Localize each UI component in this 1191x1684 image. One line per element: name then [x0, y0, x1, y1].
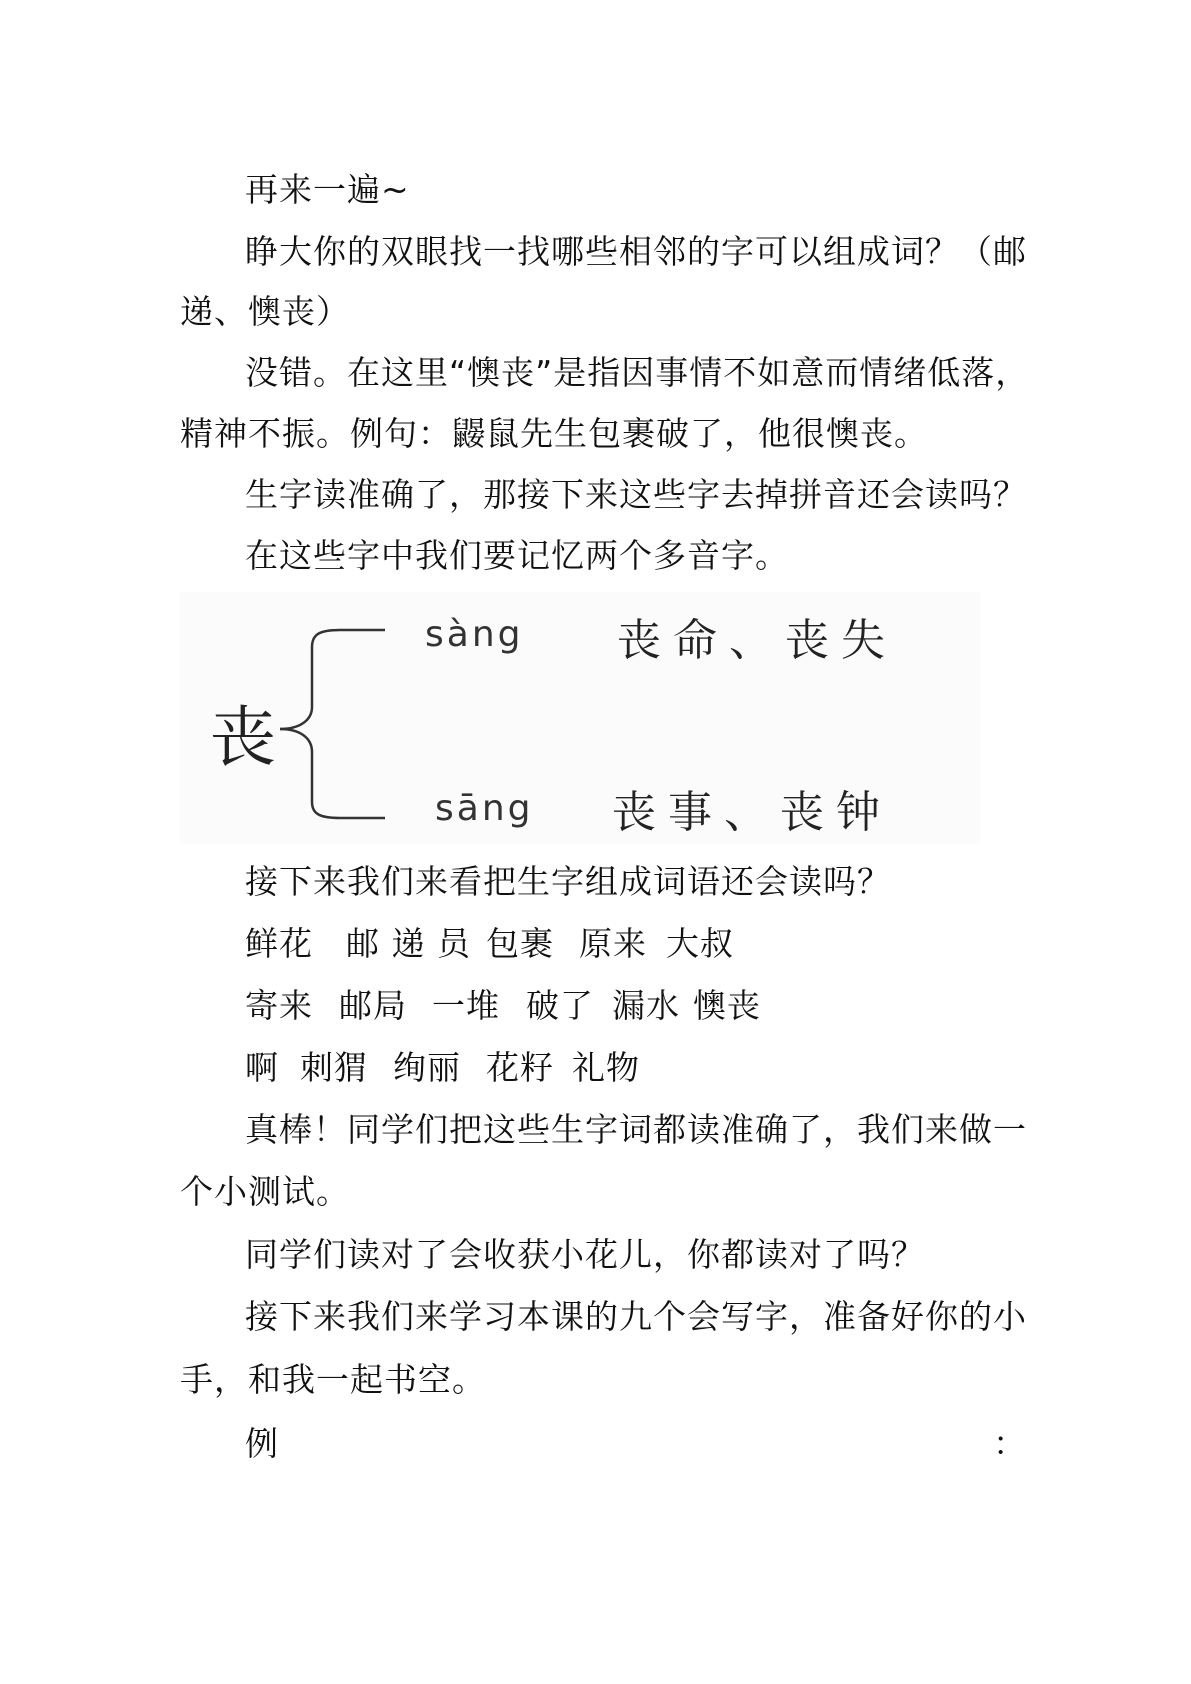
word: 啊: [245, 1048, 279, 1087]
paragraph-5: 在这些字中我们要记忆两个多音字。: [245, 536, 789, 575]
paragraph-7-cont: 个小测试。: [180, 1172, 350, 1211]
paragraph-10: 例: [245, 1424, 279, 1463]
word: 邮局: [339, 986, 407, 1025]
paragraph-9-cont: 手，和我一起书空。: [180, 1360, 486, 1399]
paragraph-2-cont: 递、懊丧）: [180, 292, 350, 331]
word: 鲜花: [245, 924, 313, 963]
polyphone-char: 丧: [210, 699, 276, 776]
word: 邮 递 员: [346, 924, 471, 963]
word: 包裹: [486, 924, 554, 963]
word: 大叔: [666, 924, 734, 963]
paragraph-3: 没错。在这里“懊丧”是指因事情不如意而情绪低落，: [245, 353, 1030, 392]
paragraph-2: 睁大你的双眼找一找哪些相邻的字可以组成词？（邮: [245, 232, 1027, 271]
word: 刺猬: [300, 1048, 368, 1087]
polyphone-diagram: [180, 592, 980, 844]
paragraph-4: 生字读准确了，那接下来这些字去掉拼音还会读吗？: [245, 475, 1027, 514]
paragraph-6: 接下来我们来看把生字组成词语还会读吗？: [245, 862, 891, 901]
word: 绚丽: [393, 1048, 461, 1087]
word: 一堆: [432, 986, 500, 1025]
reading-1-pinyin: sàng: [425, 614, 524, 655]
reading-2-words: 丧事、丧钟: [612, 787, 892, 838]
word: 懊丧: [693, 986, 761, 1025]
paragraph-8: 同学们读对了会收获小花儿，你都读对了吗？: [245, 1235, 925, 1274]
reading-2-pinyin: sāng: [435, 788, 534, 829]
paragraph-9: 接下来我们来学习本课的九个会写字，准备好你的小: [245, 1297, 1027, 1336]
paragraph-3-cont: 精神不振。例句：鼹鼠先生包裹破了，他很懊丧。: [180, 414, 928, 453]
word: 漏水: [612, 986, 680, 1025]
trailing-colon: ：: [993, 1424, 1026, 1463]
paragraph-1: 再来一遍~: [245, 170, 410, 209]
word: 原来: [579, 924, 647, 963]
paragraph-7: 真棒！同学们把这些生字词都读准确了，我们来做一: [245, 1110, 1027, 1149]
word: 破了: [526, 986, 594, 1025]
word: 寄来: [245, 986, 313, 1025]
reading-1-words: 丧命、丧失: [617, 615, 897, 666]
word: 礼物: [572, 1048, 640, 1087]
word: 花籽: [486, 1048, 554, 1087]
